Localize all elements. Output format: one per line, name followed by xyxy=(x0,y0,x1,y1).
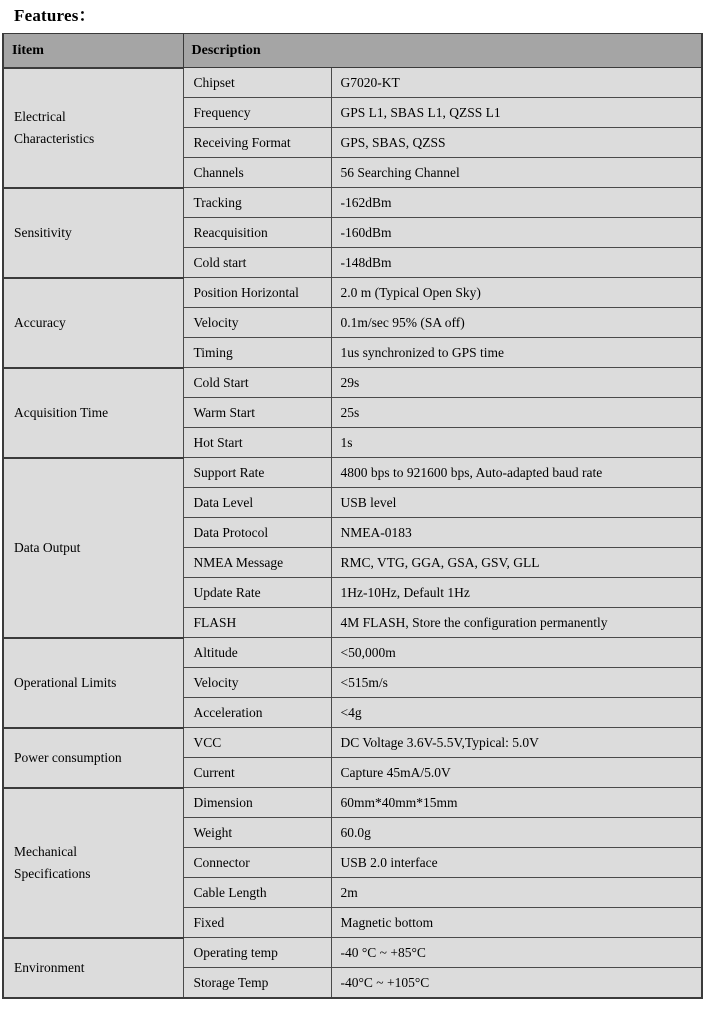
spec-item-cell: Tracking xyxy=(183,188,331,218)
spec-value-cell: <50,000m xyxy=(331,638,702,668)
spec-item-cell: Cold start xyxy=(183,248,331,278)
group-label-cell: Operational Limits xyxy=(3,638,183,728)
spec-value-cell: G7020-KT xyxy=(331,68,702,98)
spec-item-cell: Data Level xyxy=(183,488,331,518)
spec-item-cell: Dimension xyxy=(183,788,331,818)
spec-item-cell: Velocity xyxy=(183,308,331,338)
table-row xyxy=(3,638,702,668)
spec-item-cell: FLASH xyxy=(183,608,331,638)
table-body xyxy=(3,68,702,998)
spec-item-cell: Support Rate xyxy=(183,458,331,488)
spec-value-cell: Capture 45mA/5.0V xyxy=(331,758,702,788)
spec-value-cell: DC Voltage 3.6V-5.5V,Typical: 5.0V xyxy=(331,728,702,758)
table-header-row xyxy=(3,34,702,68)
spec-value-cell: USB level xyxy=(331,488,702,518)
spec-item-cell: Connector xyxy=(183,848,331,878)
spec-item-cell: Warm Start xyxy=(183,398,331,428)
spec-value-cell: 29s xyxy=(331,368,702,398)
table-row xyxy=(3,788,702,818)
spec-value-cell: -40 °C ~ +85°C xyxy=(331,938,702,968)
spec-item-cell: Cold Start xyxy=(183,368,331,398)
group-label-cell: Electrical Characteristics xyxy=(3,68,183,188)
spec-item-cell: Current xyxy=(183,758,331,788)
spec-item-cell: Hot Start xyxy=(183,428,331,458)
spec-value-cell: -162dBm xyxy=(331,188,702,218)
page-title: Features： xyxy=(14,6,96,25)
spec-item-cell: Weight xyxy=(183,818,331,848)
group-label-cell: Data Output xyxy=(3,458,183,638)
spec-value-cell: GPS L1, SBAS L1, QZSS L1 xyxy=(331,98,702,128)
features-specification-table xyxy=(2,33,703,999)
spec-value-cell: 56 Searching Channel xyxy=(331,158,702,188)
group-label-cell: Acquisition Time xyxy=(3,368,183,458)
spec-item-cell: Update Rate xyxy=(183,578,331,608)
table-row xyxy=(3,458,702,488)
table-row xyxy=(3,368,702,398)
group-label-cell: Power consumption xyxy=(3,728,183,788)
spec-value-cell: -40°C ~ +105°C xyxy=(331,968,702,998)
table-row xyxy=(3,278,702,308)
spec-value-cell: 4M FLASH, Store the configuration permanently xyxy=(331,608,702,638)
spec-value-cell: 1us synchronized to GPS time xyxy=(331,338,702,368)
spec-item-cell: Frequency xyxy=(183,98,331,128)
spec-value-cell: -160dBm xyxy=(331,218,702,248)
spec-value-cell: USB 2.0 interface xyxy=(331,848,702,878)
table-header xyxy=(3,34,702,68)
table-row xyxy=(3,938,702,968)
spec-value-cell: 2.0 m (Typical Open Sky) xyxy=(331,278,702,308)
spec-value-cell: RMC, VTG, GGA, GSA, GSV, GLL xyxy=(331,548,702,578)
spec-item-cell: Receiving Format xyxy=(183,128,331,158)
spec-value-cell: Magnetic bottom xyxy=(331,908,702,938)
spec-item-cell: Timing xyxy=(183,338,331,368)
spec-value-cell: 60.0g xyxy=(331,818,702,848)
spec-item-cell: Altitude xyxy=(183,638,331,668)
spec-value-cell: 2m xyxy=(331,878,702,908)
spec-item-cell: NMEA Message xyxy=(183,548,331,578)
spec-value-cell: 1Hz-10Hz, Default 1Hz xyxy=(331,578,702,608)
table-row xyxy=(3,68,702,98)
group-label-cell: Mechanical Specifications xyxy=(3,788,183,938)
group-label-cell: Environment xyxy=(3,938,183,998)
spec-value-cell: <4g xyxy=(331,698,702,728)
spec-value-cell: GPS, SBAS, QZSS xyxy=(331,128,702,158)
spec-value-cell: 25s xyxy=(331,398,702,428)
spec-item-cell: Fixed xyxy=(183,908,331,938)
spec-value-cell: 0.1m/sec 95% (SA off) xyxy=(331,308,702,338)
spec-item-cell: Reacquisition xyxy=(183,218,331,248)
spec-item-cell: Velocity xyxy=(183,668,331,698)
group-label-cell: Accuracy xyxy=(3,278,183,368)
spec-item-cell: Data Protocol xyxy=(183,518,331,548)
spec-item-cell: Cable Length xyxy=(183,878,331,908)
group-label-cell: Sensitivity xyxy=(3,188,183,278)
spec-item-cell: Position Horizontal xyxy=(183,278,331,308)
column-header-description: Description xyxy=(183,34,702,68)
spec-item-cell: Chipset xyxy=(183,68,331,98)
spec-value-cell: NMEA-0183 xyxy=(331,518,702,548)
spec-item-cell: Operating temp xyxy=(183,938,331,968)
table-row xyxy=(3,188,702,218)
table-row xyxy=(3,728,702,758)
spec-value-cell: 1s xyxy=(331,428,702,458)
spec-value-cell: 4800 bps to 921600 bps, Auto-adapted baud rate xyxy=(331,458,702,488)
spec-item-cell: VCC xyxy=(183,728,331,758)
spec-value-cell: 60mm*40mm*15mm xyxy=(331,788,702,818)
spec-value-cell: -148dBm xyxy=(331,248,702,278)
spec-value-cell: <515m/s xyxy=(331,668,702,698)
spec-item-cell: Channels xyxy=(183,158,331,188)
column-header-item: Iitem xyxy=(3,34,183,68)
spec-item-cell: Acceleration xyxy=(183,698,331,728)
spec-item-cell: Storage Temp xyxy=(183,968,331,998)
